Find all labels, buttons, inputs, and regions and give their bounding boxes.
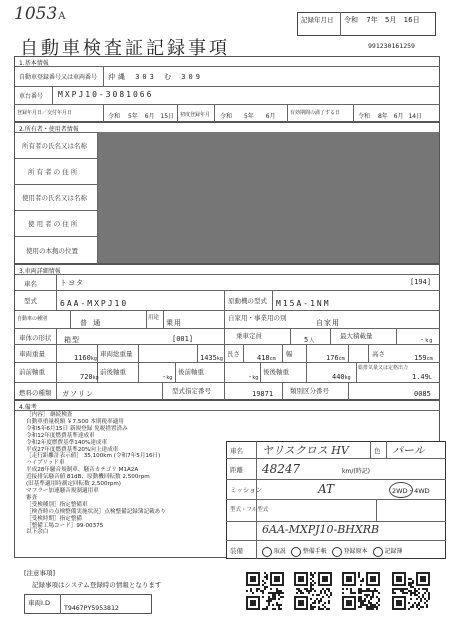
category-label: 類別区分番号 (290, 387, 329, 395)
weight-value: 1160kg (74, 354, 97, 362)
item-check-icon (291, 547, 301, 557)
remark-line: ［受検種別］指定整備車 (26, 501, 88, 508)
capacity-value: 5人 (304, 336, 316, 344)
remark-line: 近接排気騒音値 81dB、原動機回転数 2,500rpm (26, 474, 150, 481)
height-label: 高さ (372, 350, 385, 358)
qr-code (294, 572, 332, 610)
rear-front-axle-label: 後前軸重 (178, 368, 204, 376)
type-designation-label: 型式指定番号 (172, 387, 211, 395)
remark-line: (旧基準適用時測定回転数 2,500rpm) (26, 481, 121, 488)
rear-rear-axle-value: 440kg (332, 373, 351, 381)
chassis-value: MXPJ10-3081066 (58, 90, 154, 99)
rear-rear-axle-label: 後後軸重 (263, 368, 289, 376)
kind-label: 自動車の種別 (17, 316, 48, 322)
purpose-label: 自家用・事業用の別 (228, 314, 287, 322)
handwritten-number: 1053A (14, 4, 66, 24)
first-year-value: 令和 5年 6月 (220, 113, 276, 120)
maker-code: [194] (410, 278, 432, 286)
page-title: 自動車検査証記録事項 (20, 38, 230, 59)
doc-number: 991230161259 (368, 42, 415, 50)
maker-value: トヨタ (60, 279, 84, 287)
gross-weight-label: 車両総重量 (100, 350, 133, 358)
chassis-label: 車台番号 (19, 93, 44, 100)
owner-address-label: 所 有 者 の 住 所 (28, 168, 78, 176)
qr-code-graphic (342, 572, 380, 610)
model-value: 6AA-MXPJ10 (60, 299, 129, 308)
qr-code-graphic (392, 572, 430, 610)
remark-line: 令和2年度燃費基準140%達成車 (26, 439, 108, 446)
engine-value: M15A-1NM (276, 299, 331, 308)
body-code: [001] (172, 335, 194, 343)
sticker-color-label: 色 (374, 447, 381, 455)
notes-text: 記録事項はシステム登録時の情報となります (32, 581, 162, 589)
length-label: 長さ (227, 350, 240, 358)
first-reg-value: 令和 5年 6月 15日 (108, 113, 175, 120)
front-front-axle-value: 720kg (80, 373, 99, 381)
maxload-value: -kg (420, 336, 434, 344)
remark-line: マフラー加速騒音規制適用車 (26, 487, 99, 494)
remark-line: ［検査時の点検整備実施状況］点検整備記録簿記載あり (26, 508, 166, 515)
gross-weight-value: 1435kg (200, 354, 223, 362)
sticker-mission-label: ミッション (230, 486, 263, 494)
displacement-label: 総排気量又は定格出力 (358, 365, 409, 371)
sticker-items-label: 装備 (230, 547, 243, 555)
remark-line: 平成28年騒音規制車、騒音カテゴリ M1A2A (26, 467, 139, 474)
remark-line: 令和12年度燃費基準達成車 (26, 432, 95, 439)
vehicle-id-value: T9467PY5953812 (64, 604, 119, 612)
engine-label: 原動機の型式 (228, 297, 267, 305)
purpose-value: 自家用 (316, 319, 340, 327)
maker-label: 車名 (24, 280, 37, 288)
item-check-icon (262, 547, 272, 557)
user-address-label: 使 用 者 の 住 所 (28, 220, 78, 228)
displacement-value: 1.49L (412, 373, 432, 381)
sticker-grade-value: 6AA-MXPJ10-BHXRB (262, 523, 380, 536)
sticker-mileage-label: 距離 (230, 466, 243, 474)
height-value: 159cm (414, 354, 433, 362)
vehicle-id-label: 車両I.D (28, 599, 50, 607)
sticker-name-label: 車名 (230, 447, 243, 455)
section3-title: 3.車両詳細情報 (19, 268, 61, 275)
category-value: 0085 (414, 390, 431, 398)
item-check-icon (373, 547, 383, 557)
base-location-label: 使用の本拠の位置 (26, 247, 78, 255)
rear-front-axle-value: -kg (248, 373, 259, 381)
front-rear-axle-label: 前後軸重 (100, 368, 126, 376)
qr-code-graphic (294, 572, 332, 610)
sticker-mileage-unit: km/(時記) (342, 468, 371, 475)
reg-number-value: 沖縄 303 む 309 (108, 73, 203, 81)
qr-code-graphic (246, 572, 284, 610)
sticker-mission-value: AT (318, 482, 335, 496)
length-value: 418cm (257, 354, 276, 362)
remark-line: ［内容］ 継続検査 (26, 412, 73, 418)
sticker-drive-options: 2WD・4WD (392, 487, 430, 495)
remark-line: ［整備工場コード］99-00375 (26, 522, 104, 529)
sticker-items: 取説 整備手帳 登録原本 記録簿 (262, 546, 403, 557)
qr-code (342, 572, 380, 610)
sticker-grade-label: 型式・フル型式 (230, 507, 269, 513)
remark-line: ［受検時期］指定整備 (26, 515, 82, 522)
remarks-text (26, 412, 166, 536)
item-check-icon (332, 547, 342, 557)
remark-line: 審査 (26, 494, 38, 501)
maxload-label: 最大積載量 (340, 332, 373, 340)
expiry-value: 令和 8年 6月 14日 (358, 113, 423, 120)
qr-code (392, 572, 430, 610)
remark-line: ハイブリッド車 (26, 460, 65, 467)
fuel-label: 燃料の種類 (19, 389, 52, 397)
redacted-owner-block (98, 132, 439, 263)
use-label: 用途 (148, 315, 160, 321)
body-value: 箱型 (64, 336, 80, 344)
capacity-label: 乗車定員 (236, 332, 262, 340)
body-label: 車体の形状 (19, 334, 52, 342)
drive-circle (389, 482, 413, 498)
remark-line: 自動車重量税額 ￥7,500 本則税率適用 (26, 418, 124, 425)
first-year-label: 初度登録年月 (180, 112, 211, 118)
section4-title: 4.備考 (19, 404, 37, 411)
user-name-label: 使用者の氏名又は名称 (22, 194, 87, 202)
width-value: 176cm (326, 354, 345, 362)
qr-code (246, 572, 284, 610)
owner-name-label: 所有者の氏名又は名称 (22, 142, 87, 150)
remark-line: ［走行距離計表示値］ 35,100km (令和7年5月16日) (26, 453, 161, 460)
model-label: 型式 (24, 297, 37, 305)
notes-title: [注意事項] (24, 569, 56, 577)
front-rear-axle-value: -kg (162, 373, 173, 381)
section2-title: 2.所有者・使用者情報 (19, 126, 79, 133)
remark-line: 以下余白 (26, 529, 49, 536)
sticker-name-value: ヤリスクロス HV (262, 444, 349, 457)
record-date-value: 令和 7年 5月 16日 (344, 16, 420, 24)
kind-value: 普 通 (80, 319, 102, 327)
type-designation-value: 19871 (252, 390, 274, 398)
first-reg-label: 登録年月日／交付年月日 (17, 110, 73, 116)
use-value: 乗用 (166, 319, 182, 327)
sticker-color-value: パール (392, 444, 425, 457)
fuel-value: ガソリン (62, 390, 94, 398)
record-date-label: 記録年月日 (301, 16, 334, 24)
reg-number-label: 自動車登録番号又は車両番号 (19, 74, 98, 81)
width-label: 幅 (286, 350, 293, 358)
front-front-axle-label: 前前軸重 (19, 368, 45, 376)
weight-label: 車両重量 (19, 350, 45, 358)
expiry-label: 有効期間の満了する日 (290, 110, 341, 116)
sticker-mileage-value: 48247 (262, 462, 301, 476)
remark-line: 平成27年度燃費基準20%向上達成車 (26, 446, 119, 453)
remark-line: 令和5年6月15日 新規登録 免税措置済み (26, 425, 128, 432)
section1-title: 1.基本情報 (19, 60, 49, 67)
